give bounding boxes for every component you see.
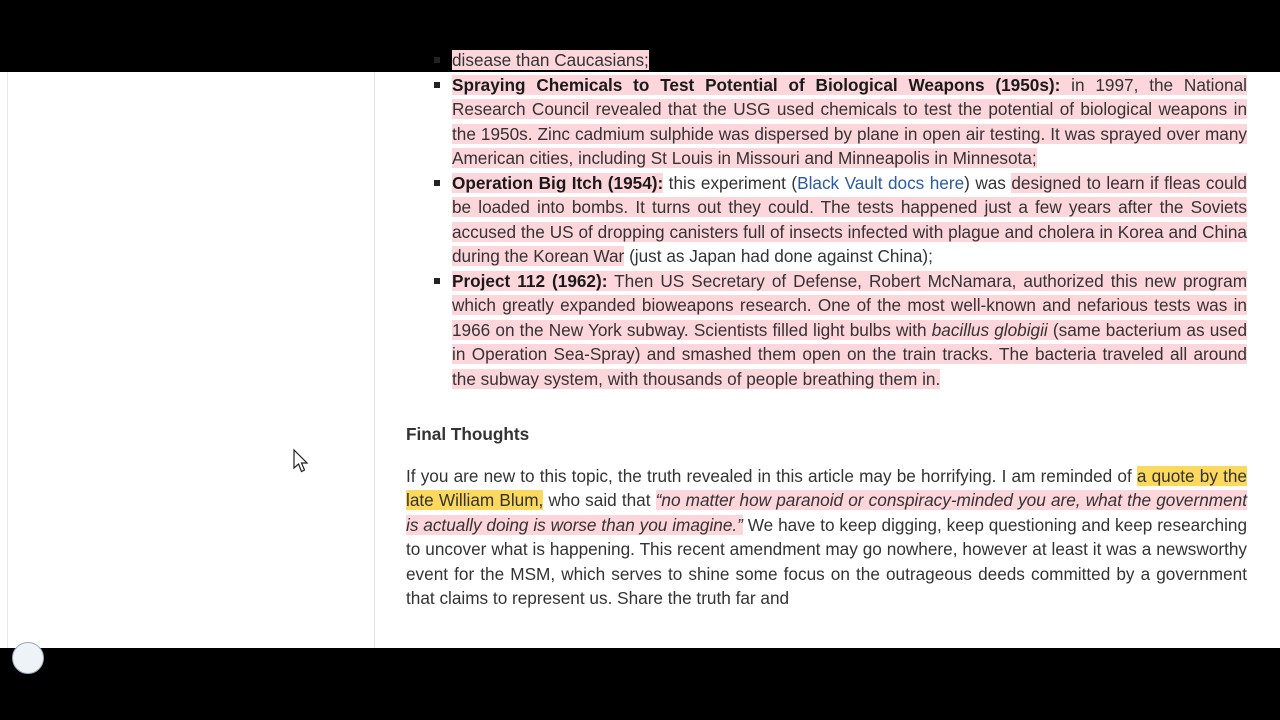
item-text-pre: this experiment ( xyxy=(663,172,798,193)
black-vault-link[interactable]: Black Vault docs here xyxy=(797,172,965,193)
sidebar xyxy=(0,72,375,648)
item-title: Project 112 (1962): xyxy=(452,270,608,291)
section-heading: Final Thoughts xyxy=(406,424,530,444)
blum-quote: “no matter how paranoid or conspiracy-minded you are, what the government is actually doing is worse than you imagine.” xyxy=(406,490,1247,535)
list-item xyxy=(452,48,1247,73)
para-text: We have to keep digging, keep questioning and keep researching to uncover what is happening. This recent amendment may go nowhere, however at least it was a newsworthy event for the MSM, which serves to shine some focus on the outrageous deeds committed by a government that claims to represent us. Share the truth far and xyxy=(406,514,1248,608)
list-item xyxy=(452,73,1247,171)
para-text: who said that xyxy=(543,490,656,510)
article-body xyxy=(406,48,1247,611)
item-text: Then US Secretary of Defense, Robert McNamara, authorized this new program which greatly expanded bioweapons research. One of the most well-known and nefarious tests was in 1966 on the New York subway. Scientists filled light bulbs with xyxy=(452,270,1248,340)
experiment-list xyxy=(452,48,1247,391)
item-text: in 1997, the National Research Council revealed that the USG used chemicals to test the potential of biological weapons in the 1950s. Zinc cadmium sulphide was dispersed by plane in open air testing. It was sprayed over many American cities, including St Louis in Missouri and Minneapolis in Minnesota; xyxy=(452,74,1247,168)
floating-widget-button[interactable] xyxy=(12,642,44,674)
blum-quote-link[interactable]: a quote by the late William Blum, xyxy=(406,465,1247,510)
item-text-post: (just as Japan had done against China); xyxy=(624,246,933,266)
final-paragraph xyxy=(406,464,1247,611)
list-item xyxy=(452,171,1247,269)
mouse-pointer-icon xyxy=(293,449,311,475)
sidebar-divider xyxy=(7,72,8,648)
item-text-mid: ) was xyxy=(964,172,1012,193)
item-text: (same bacterium as used in Operation Sea-Spray) and smashed them open on the train tracks. The bacteria traveled all around the subway system, with thousands of people breathing them in. xyxy=(452,319,1248,389)
list-item xyxy=(452,269,1247,392)
list-item-fragment: disease than Caucasians; xyxy=(452,50,649,70)
item-text-highlight: designed to learn if fleas could be loaded into bombs. It turns out they could. The tests happened just a few years after the Soviets accused the US of dropping canisters full of insects infected with plague and cholera in Korea and China during the Korean War xyxy=(452,172,1247,266)
item-title: Spraying Chemicals to Test Potential of Biological Weapons (1950s): xyxy=(452,74,1061,95)
browser-viewport xyxy=(0,50,1280,648)
item-italic: bacillus globigii xyxy=(931,319,1048,340)
para-text: If you are new to this topic, the truth revealed in this article may be horrifying. I am reminded of xyxy=(406,465,1137,486)
item-title: Operation Big Itch (1954): xyxy=(452,172,664,193)
